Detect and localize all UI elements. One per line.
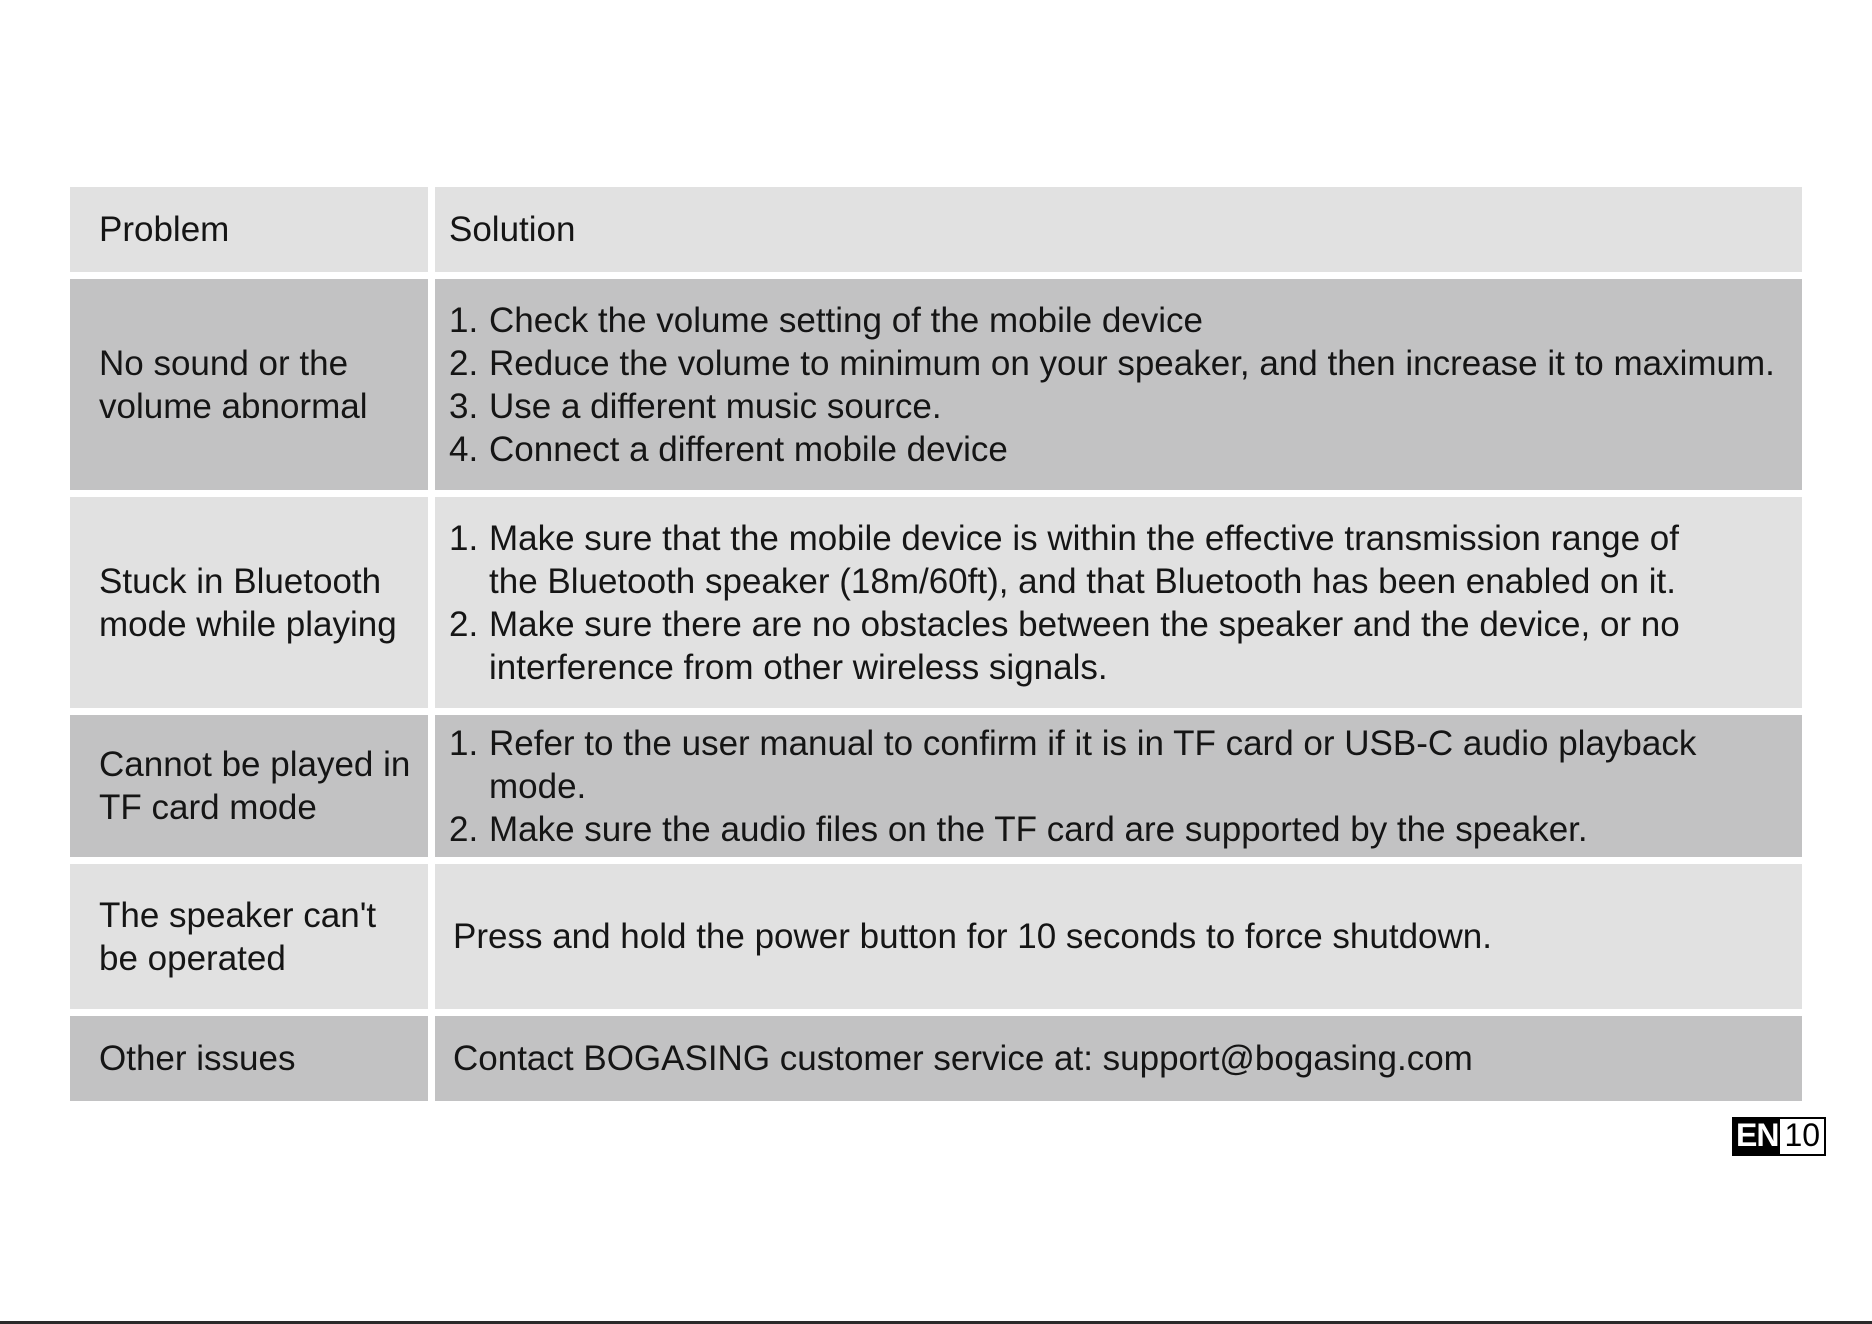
solution-step: [449, 342, 1775, 385]
page-number: 10: [1780, 1119, 1824, 1154]
table-row: [70, 279, 1802, 490]
step-text: Refer to the user manual to confirm if it is in TF card or USB-C audio playback mode.: [489, 723, 1697, 806]
step-number: 1.: [449, 300, 479, 340]
solution-cell: [435, 497, 1802, 708]
step-number: 1.: [449, 723, 479, 763]
solution-step: [449, 808, 1696, 851]
problem-cell: [70, 279, 428, 490]
page-number-badge: [1732, 1117, 1826, 1156]
step-text: Make sure there are no obstacles between the speaker and the device, or no interference from other wireless signals.: [489, 604, 1680, 687]
solution-step: [449, 299, 1775, 342]
solution-step: [449, 722, 1696, 808]
solution-steps: [449, 299, 1775, 471]
table-row: [70, 497, 1802, 708]
step-number: 1.: [449, 518, 479, 558]
problem-text: Stuck in Bluetooth mode while playing: [99, 561, 397, 644]
problem-text: Other issues: [99, 1039, 296, 1078]
step-text: Make sure the audio files on the TF card are supported by the speaker.: [489, 809, 1588, 849]
table-row: [70, 1016, 1802, 1101]
solution-cell: [435, 715, 1802, 857]
header-problem: Problem: [70, 187, 428, 272]
solution-cell: [435, 279, 1802, 490]
solution-cell: [435, 864, 1802, 1009]
problem-cell: [70, 864, 428, 1009]
solution-steps: [449, 722, 1696, 851]
solution-steps: [449, 517, 1680, 689]
solution-step: [449, 428, 1775, 471]
header-solution: Solution: [435, 187, 1802, 272]
problem-cell: [70, 715, 428, 857]
table-row: [70, 864, 1802, 1009]
table-row: [70, 715, 1802, 857]
step-number: 3.: [449, 386, 479, 426]
step-number: 2.: [449, 604, 479, 644]
problem-text: No sound or the volume abnormal: [99, 343, 368, 426]
solution-cell: [435, 1016, 1802, 1101]
language-label: EN: [1736, 1117, 1779, 1153]
problem-cell: [70, 497, 428, 708]
step-text: Make sure that the mobile device is within the effective transmission range of the Bluetooth speaker (18m/60ft), and that Bluetooth has been enabled on it.: [489, 518, 1679, 601]
step-text: Check the volume setting of the mobile device: [489, 300, 1203, 340]
solution-text: Press and hold the power button for 10 seconds to force shutdown.: [453, 917, 1492, 956]
step-number: 2.: [449, 809, 479, 849]
solution-step: [449, 517, 1680, 603]
problem-cell: [70, 1016, 428, 1101]
solution-step: [449, 385, 1775, 428]
problem-text: The speaker can't be operated: [99, 895, 377, 978]
step-number: 4.: [449, 429, 479, 469]
table-header-row: [70, 187, 1802, 272]
solution-step: [449, 603, 1680, 689]
step-text: Reduce the volume to minimum on your speaker, and then increase it to maximum.: [489, 343, 1775, 383]
troubleshooting-table: [70, 187, 1802, 1108]
step-number: 2.: [449, 343, 479, 383]
solution-text: Contact BOGASING customer service at: support@bogasing.com: [453, 1039, 1473, 1078]
step-text: Use a different music source.: [489, 386, 942, 426]
problem-text: Cannot be played in TF card mode: [99, 745, 411, 827]
step-text: Connect a different mobile device: [489, 429, 1008, 469]
